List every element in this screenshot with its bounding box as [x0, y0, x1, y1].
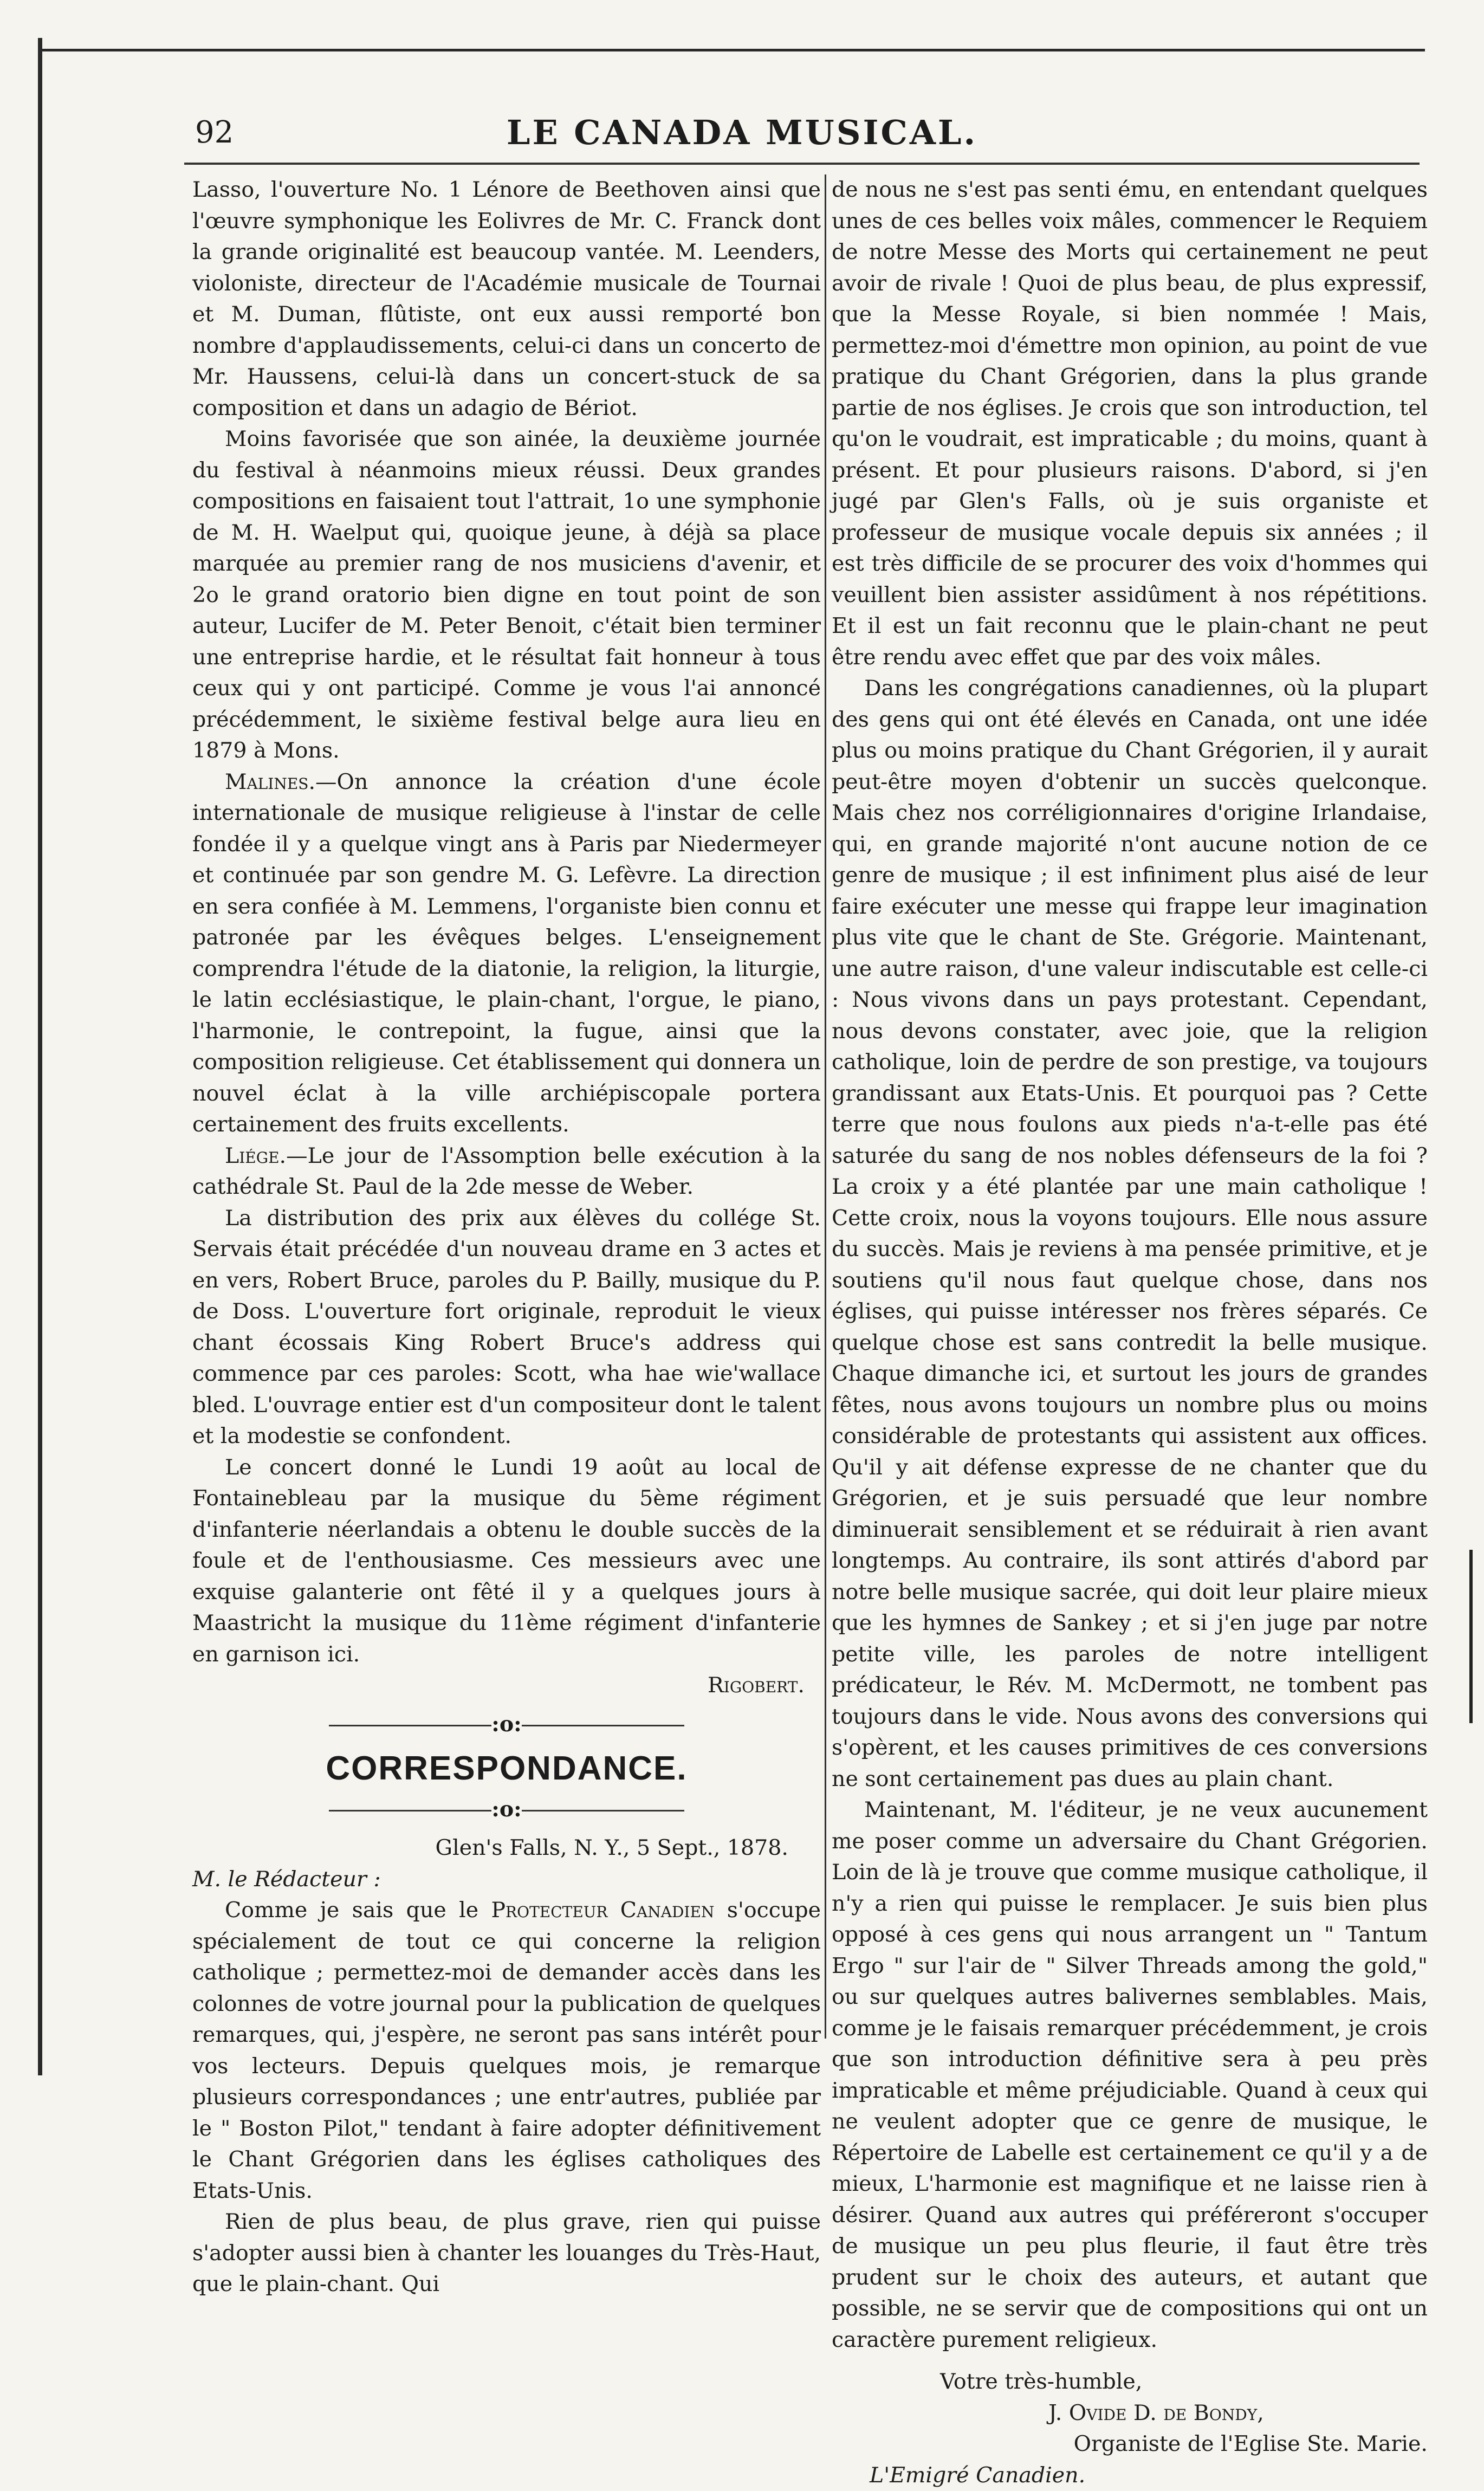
sender-title: Organiste de l'Eglise Ste. Marie.	[832, 2429, 1428, 2460]
sender-name: J. Ovide D. de Bondy,	[832, 2398, 1428, 2429]
separator	[192, 1709, 821, 1741]
section-lead: Malines.	[225, 769, 315, 794]
paragraph	[192, 767, 821, 1141]
paragraph	[192, 1895, 821, 2207]
paragraph: Maintenant, M. l'éditeur, je ne veux aucunement me poser comme un adversaire du Chant Grégorien. Loin de là je trouve que comme musique catholique, il n'y a rien qui puisse le remplacer. Je suis bien plus opposé à ces gens qui nous arrangent un " Tantum Ergo " sur l'air de " Silver Threads among the gold," ou sur quelques autres balivernes semblables. Mais, comme je le faisais remarquer précédemment, je crois que son introduction définitive sera à peu près impraticable et même préjudiciable. Quand à ceux qui ne veulent adopter que ce genre de musique, le Répertoire de Labelle est certainement ce qu'il y a de mieux, L'harmonie est magnifique et ne laisse rien à désirer. Quand aux autres qui préféreront s'occuper de musique un peu plus fleurie, il faut être très prudent sur le choix des auteurs, et autant que possible, ne se servir que de compositions qui ont un caractère purement religieux.	[832, 1795, 1428, 2356]
paragraph: Le concert donné le Lundi 19 août au local de Fontainebleau par la musique du 5ème régiment d'infanterie néerlandais a obtenu le double succès de la foule et de l'enthousiasme. Ces messieurs avec une exquise galanterie ont fêté il y a quelques jours à Maastricht la musique du 11ème régiment d'infanterie en garnison ici.	[192, 1452, 821, 1671]
paragraph: Rien de plus beau, de plus grave, rien qui puisse s'adopter aussi bien à chanter les louanges du Très-Haut, que le plain-chant. Qui	[192, 2207, 821, 2300]
margin-mark	[1469, 1550, 1473, 1723]
paragraph: La distribution des prix aux élèves du collége St. Servais était précédée d'un nouveau drame en 3 actes et en vers, Robert Bruce, paroles du P. Bailly, musique du P. de Doss. L'ouverture fort originale, reproduit le vieux chant écossais King Robert Bruce's address qui commence par ces paroles: Scott, wha hae wie'wallace bled. L'ouvrage entier est d'un compositeur dont le talent et la modestie se confondent.	[192, 1203, 821, 1452]
right-column	[832, 174, 1428, 2491]
paragraph	[192, 1141, 821, 1203]
paragraph: Lasso, l'ouverture No. 1 Lénore de Beethoven ainsi que l'œuvre symphonique les Eolivres de Mr. C. Franck dont la grande originalité est beaucoup vantée. M. Leenders, violoniste, directeur de l'Académie musicale de Tournai et M. Duman, flûtiste, ont eux aussi remporté bon nombre d'applaudissements, celui-ci dans un concerto de Mr. Haussens, celui-là dans un concert-stuck de sa composition et dans un adagio de Bériot.	[192, 174, 821, 424]
section-heading: CORRESPONDANCE.	[192, 1753, 821, 1784]
separator-mark: :o:	[491, 1797, 522, 1822]
paragraph: Moins favorisée que son ainée, la deuxième journée du festival à néanmoins mieux réussi. Deux grandes compositions en faisaient tout l'attrait, 1o une symphonie de M. H. Waelput qui, quoique jeune, à déjà sa place marquée au premier rang de nos musiciens d'avenir, et 2o le grand oratorio bien digne en tout point de son auteur, Lucifer de M. Peter Benoit, c'était bien terminer une entreprise hardie, et le résultat fait honneur à tous ceux qui y ont participé. Comme je vous l'ai annoncé précédemment, le sixième festival belge aura lieu en 1879 à Mons.	[192, 424, 821, 767]
paragraph: Dans les congrégations canadiennes, où la plupart des gens qui ont été élevés en Canada, ont une idée plus ou moins pratique du Chant Grégorien, il y aurait peut-être moyen d'obtenir un succès quelconque. Mais chez nos corréligionnaires d'origine Irlandaise, qui, en grande majorité n'ont aucune notion de ce genre de musique ; il est infiniment plus aisé de leur faire exécuter une messe qui frappe leur imagination plus vite que le chant de Ste. Grégorie. Maintenant, une autre raison, d'une valeur indiscutable est celle-ci : Nous vivons dans un pays protestant. Cependant, nous devons constater, avec joie, que la religion catholique, loin de perdre de son prestige, va toujours grandissant aux Etats-Unis. Et pourquoi pas ? Cette terre que nous foulons aux pieds n'a-t-elle pas été saturée du sang de nos nobles défenseurs de la foi ? La croix y a été plantée par une main catholique ! Cette croix, nous la voyons toujours. Elle nous assure du succès. Mais je reviens à ma pensée primitive, et je soutiens qu'il nous faut quelque chose, dans nos églises, qui puisse intéresser nos frères séparés. Ce quelque chose est sans contredit la belle musique. Chaque dimanche ici, et surtout les jours de grandes fêtes, nous avons toujours un nombre plus ou moins considérable de protestants qui assistent aux offices. Qu'il y ait défense expresse de ne chanter que du Grégorien, et je suis persuadé que leur nombre diminuerait sensiblement et se réduirait à rien avant longtemps. Au contraire, ils sont attirés d'abord par notre belle musique sacrée, qui doit leur plaire mieux que les hymnes de Sankey ; et si j'en juge par notre petite ville, les paroles de notre intelligent prédicateur, le Rév. M. McDermott, ne tombent pas toujours dans le vide. Nous avons des conversions qui s'opèrent, et les causes primitives de ces conversions ne sont certainement pas dues au plain chant.	[832, 673, 1428, 1795]
paragraph-text: Comme je sais que le	[225, 1898, 491, 1923]
separator	[192, 1794, 821, 1826]
newspaper-name: Protecteur Canadien	[491, 1898, 714, 1923]
page-top-rule	[38, 49, 1425, 51]
paragraph-text: —On annonce la création d'une école internationale de musique religieuse à l'instar de celle fondée il y a quelque vingt ans à Paris par Niedermeyer et continuée par son gendre M. G. Lefèvre. La direction en sera confiée à M. Lemmens, l'organiste bien connu et patronée par les évêques belges. L'enseignement comprendra l'étude de la diatonie, la religion, la liturgie, le latin ecclésiastique, le plain-chant, l'orgue, le piano, l'harmonie, le contrepoint, la fugue, ainsi que la composition religieuse. Cet établissement qui donnera un nouvel éclat à la ville archiépiscopale portera certainement des fruits excellents.	[192, 769, 821, 1137]
letter-signoff	[832, 2366, 1428, 2491]
separator-mark: :o:	[491, 1712, 522, 1737]
column-divider	[825, 174, 826, 2039]
signature: Rigobert.	[192, 1670, 821, 1701]
paragraph-text: s'occupe spécialement de tout ce qui concerne la religion catholique ; permettez-moi de demander accès dans les colonnes de votre journal pour la publication de quelques remarques, qui, j'espère, ne seront pas sans intérêt pour vos lecteurs. Depuis quelques mois, je remarque plusieurs correspondances ; une entr'autres, publiée par le " Boston Pilot," tendant à faire adopter définitivement le Chant Grégorien dans les églises catholiques des Etats-Unis.	[192, 1898, 821, 2203]
section-lead: Liége.	[225, 1143, 286, 1168]
paragraph: de nous ne s'est pas senti ému, en entendant quelques unes de ces belles voix mâles, commencer le Requiem de notre Messe des Morts qui certainement ne peut avoir de rivale ! Quoi de plus beau, de plus expressif, que la Messe Royale, si bien nommée ! Mais, permettez-moi d'émettre mon opinion, au point de vue pratique du Chant Grégorien, dans la plus grande partie de nos églises. Je crois que son introduction, tel qu'on le voudrait, est impraticable ; du moins, quant à présent. Et pour plusieurs raisons. D'abord, si j'en jugé par Glen's Falls, où je suis organiste et professeur de musique vocale depuis six années ; il est très difficile de se procurer des voix d'hommes qui veuillent bien assister assidûment à nos répétitions. Et il est un fait reconnu que le plain-chant ne peut être rendu avec effet que par des voix mâles.	[832, 174, 1428, 673]
header-rule	[184, 163, 1420, 165]
page-number: 92	[195, 115, 234, 150]
page-binding-edge	[38, 38, 42, 2075]
paragraph-text: —Le jour de l'Assomption belle exécution à la cathédrale St. Paul de la 2de messe de Weber.	[192, 1143, 821, 1200]
closing: Votre très-humble,	[832, 2366, 1428, 2398]
source-credit: L'Emigré Canadien.	[832, 2460, 1428, 2491]
salutation: M. le Rédacteur :	[192, 1864, 821, 1895]
dateline: Glen's Falls, N. Y., 5 Sept., 1878.	[192, 1833, 821, 1864]
page-title: LE CANADA MUSICAL.	[0, 113, 1484, 152]
left-column	[192, 174, 821, 2300]
